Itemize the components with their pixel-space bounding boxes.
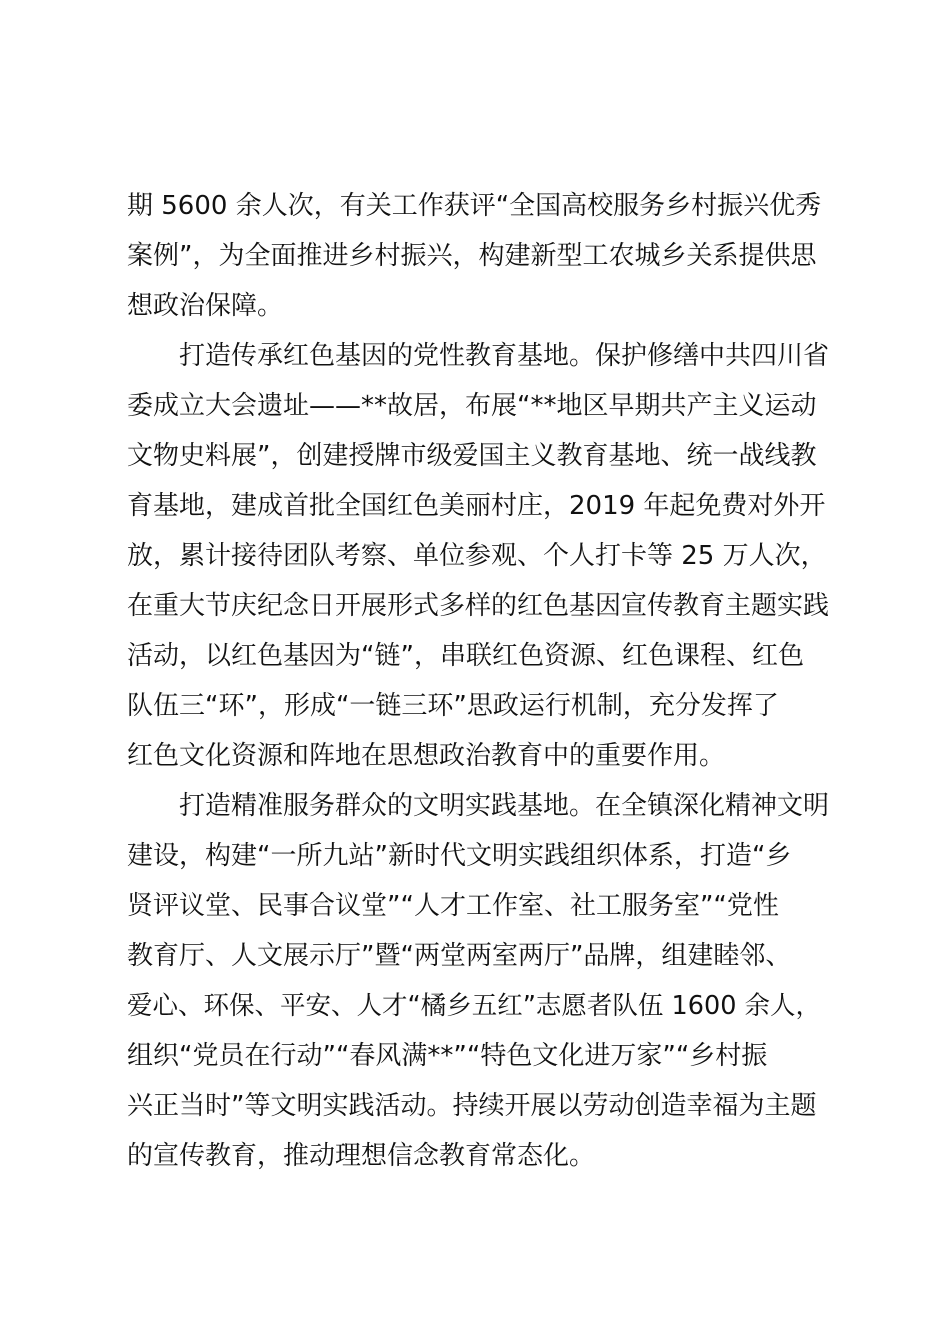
text-line: 爱心、环保、平安、人才“橘乡五红”志愿者队伍 1600 余人， xyxy=(127,991,822,1021)
text-line: 的宣传教育，推动理想信念教育常态化。 xyxy=(127,1141,596,1171)
document-body xyxy=(127,181,833,1181)
text-line: 活动，以红色基因为“链”，串联红色资源、红色课程、红色 xyxy=(127,641,804,671)
text-line: 在重大节庆纪念日开展形式多样的红色基因宣传教育主题实践 xyxy=(127,591,830,621)
text-line: 打造传承红色基因的党性教育基地。保护修缮中共四川省 xyxy=(179,341,830,371)
paragraph-3 xyxy=(127,781,833,1181)
text-line: 期 5600 余人次，有关工作获评“全国高校服务乡村振兴优秀 xyxy=(127,191,822,221)
text-line: 队伍三“环”，形成“一链三环”思政运行机制，充分发挥了 xyxy=(127,691,779,721)
text-line: 兴正当时”等文明实践活动。持续开展以劳动创造幸福为主题 xyxy=(127,1091,817,1121)
text-line: 组织“党员在行动”“春风满**”“特色文化进万家”“乡村振 xyxy=(127,1041,768,1071)
text-line: 案例”，为全面推进乡村振兴，构建新型工农城乡关系提供思 xyxy=(127,241,817,271)
text-line: 育基地，建成首批全国红色美丽村庄，2019 年起免费对外开 xyxy=(127,491,826,521)
text-line: 建设，构建“一所九站”新时代文明实践组织体系，打造“乡 xyxy=(127,841,792,871)
paragraph-1 xyxy=(127,181,833,331)
text-line: 放，累计接待团队考察、单位参观、个人打卡等 25 万人次， xyxy=(127,541,827,571)
text-line: 委成立大会遗址——**故居，布展“**地区早期共产主义运动 xyxy=(127,391,817,421)
text-line: 红色文化资源和阵地在思想政治教育中的重要作用。 xyxy=(127,741,726,771)
paragraph-2 xyxy=(127,331,833,781)
text-line: 想政治保障。 xyxy=(127,291,284,321)
text-line: 教育厅、人文展示厅”暨“两堂两室两厅”品牌，组建睦邻、 xyxy=(127,941,792,971)
text-line: 打造精准服务群众的文明实践基地。在全镇深化精神文明 xyxy=(179,791,830,821)
text-line: 贤评议堂、民事合议堂”“人才工作室、社工服务室”“党性 xyxy=(127,891,779,921)
text-line: 文物史料展”，创建授牌市级爱国主义教育基地、统一战线教 xyxy=(127,441,817,471)
